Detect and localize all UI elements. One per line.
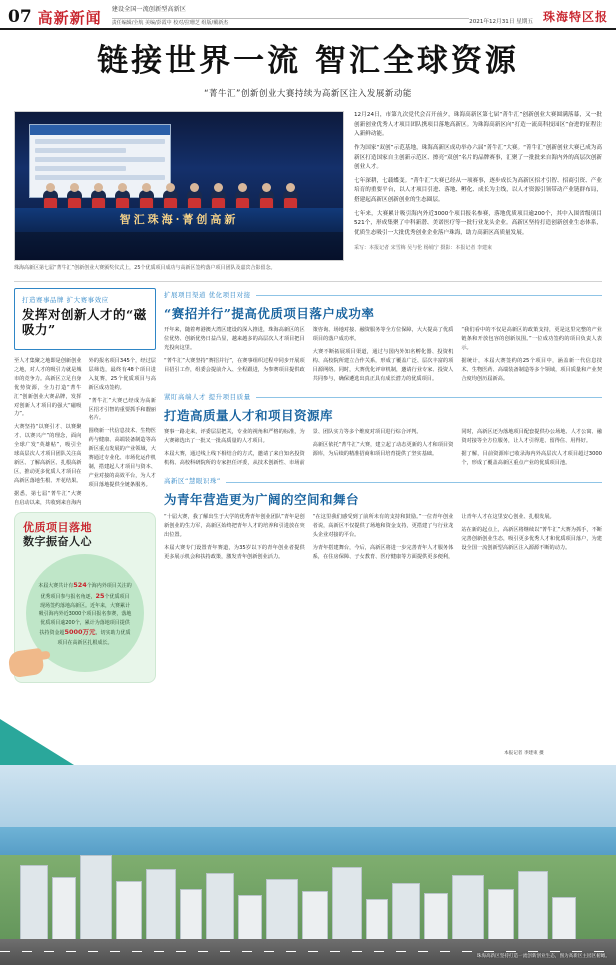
road: [0, 939, 616, 965]
paragraph: “十届大赛，我了解出生于大学的优秀青年创业团队”青年是创新创业的生力军，高新区始终把青年人才的培养和引进放在突出位置。: [164, 513, 305, 538]
highlight-panel: [14, 512, 156, 684]
sky: [0, 765, 616, 835]
lead-paragraph: 七年来，大赛累计吸引海内外近3000个项目报名参赛，落地优质项目逾200个，其中入围省级项目521个，形成集聚了中科新潜、美诺医疗等一批行业龙头企业。高新区坚持打造创新创业生态体系，优质生态吸引一大批优秀创业企业落户珠海，助力高新区高质量发展。: [354, 210, 602, 236]
bottom-photo-note: 本报记者 李建束 摄: [504, 750, 544, 756]
rule: [256, 295, 602, 296]
story-1-kicker: 打造赛事品牌 扩大赛事效应: [22, 295, 109, 304]
page-title: 链接世界一流 智汇全球资源: [97, 43, 519, 79]
paragraph: 据统计，本届大赛签约的25个项目中，涵盖新一代信息技术、生物医药、高端装备制造等多个领域，项目质量和产业契合度均创历届新高。: [461, 358, 602, 382]
highlight-number-2: 25: [95, 591, 105, 600]
masthead-middle: [112, 6, 469, 26]
story-4: [164, 474, 602, 561]
highlight-text-pre: 本届大赛共计有: [38, 582, 74, 589]
story-1: [14, 288, 156, 350]
story-1-title: 发挥对创新人才的“磁吸力”: [22, 306, 147, 338]
paragraph: 大赛不断拓展项目渠道，通过与国内外知名孵化器、投资机构、高校院所建立合作关系，形成了覆盖广泛、层次丰富的项目源网络。同时，大赛优化评审机制，邀请行业专家、投资人共同参与，确保遴选出真正具有成长潜力的优质项目。: [312, 349, 454, 382]
left-column: [14, 288, 156, 684]
story-3-kicker-line: [164, 392, 602, 404]
story-2: [164, 288, 602, 384]
story-4-kicker-line: [164, 476, 602, 488]
story-4-kicker: 高新区“慧眼识珠”: [164, 477, 221, 486]
lead-credit: 采写：本报记者 宋雪梅 吴与伦 杨埔宁 摄影：本报记者 李建束: [354, 245, 492, 252]
paragraph: “我们看中的不仅是高新区的政策支持，更是这里完整的产业链条和开放包容的创新氛围。”一位成功签约的项目负责人表示。: [461, 327, 602, 352]
paper-logo: 珠海特区报: [542, 10, 608, 24]
highlight-text-mid: 个海内外项目关注的优秀项目参与报名角逐，: [40, 582, 132, 600]
paragraph: 大赛坚持“以赛引才、以赛聚才、以赛兴产”的理念，面向全球广发“英雄帖”，吸引全球高层次人才项目团队关注高新区、了解高新区、扎根高新区，推动更多优质人才项目在高新区落地生根、开花结果。: [14, 424, 82, 485]
paragraph: 据了解，目前资源库已收录海内外高层次人才项目超过3000个，形成了覆盖高新区重点产业的优质项目池。: [461, 451, 602, 467]
lead-paragraph: 作为国家“双创”示范基地，珠海高新区成功举办六届“菁牛汇”大赛。“菁牛汇”创新创业大赛已成为高新区打造国家自主创新示范区、擦亮“双创”名片的品牌赛事，汇聚了一批批来自海内外的高层次创新创业人才。: [354, 144, 602, 171]
lead-paragraph: 七年深耕，七载蝶变。“菁牛汇”大赛已经从一项赛事，逐步成长为高新区招才引智、招商引资、产业培育的重要平台，以人才项目引进、落地、孵化、成长为主线，以人才资源引领带动产业链群布局，搭建起高新区创新创业的生态圈层。: [354, 177, 602, 203]
paragraph: 本届大赛，通过线上线下相结合的方式，邀请了来自知名投资机构、高校科研院所的专家担任评委，从技术创新性、市场前景、团队实力等多个维度对项目进行综合评判。: [164, 429, 422, 467]
paragraph: 为青年搭建舞台，今后，高新区将进一步完善青年人才服务体系，在住房保障、子女教育、医疗健康等方面提供更多便利，让青年人才在这里安心创业、扎根发展。: [312, 513, 555, 560]
paragraph: 至人才集聚之地即是创新创业之地，对人才的吸引力就是城市的竞争力。高新区立足自身优势资源，全力打造“菁牛汇”创新创业大赛品牌，发挥对创新人才项目的强大“磁吸力”。: [14, 357, 82, 418]
rule: [256, 397, 602, 398]
paragraph: 赛事一路走来，评委层层把关，专业的视角和严格的标准，为大赛筛选出了一批又一批高质量的人才项目。: [164, 429, 305, 445]
story-3-title: 打造高质量人才和项目资源库: [164, 407, 334, 423]
paragraph: “在这里我们感受到了前所未有的支持和鼓励。”一位青年创业者说，高新区不仅提供了场地和资金支持，更搭建了与行业龙头企业对接的平台。: [312, 513, 454, 538]
lead-text-column: [344, 111, 602, 273]
bottom-photo-caption: 珠海高新区坚持打造一流创新创业生态，图为高新区主园区俯瞰。: [476, 954, 610, 960]
paragraph: 开年来，随着粤港澳大湾区建设的深入推进，珠海高新区的区位优势、创新优势日益凸显，越来越多的高层次人才项目把目光投向这里。: [164, 327, 305, 352]
rule: [226, 482, 602, 483]
story-2-body: [164, 326, 602, 384]
story-3-kicker: 紧盯高端人才 提升项目质量: [164, 392, 251, 401]
highlight-number-3: 5000万元: [64, 628, 96, 637]
section-name: 高新新闻: [37, 9, 102, 27]
lead-photo: [14, 111, 344, 261]
stage-banner-text: 智汇珠海·菁创高新: [119, 213, 239, 227]
lead-paragraph: 12月24日，市第九次党代会召开前夕，珠海高新区第七届“菁牛汇”创新创业大赛圆满落幕，又一批创新创业优秀人才项目团队携项目落地高新区。为珠海高新区向“打造一流高科技园区”奋进的征程注入新鲜动能。: [354, 112, 602, 138]
highlight-text-end: ，切实助力优质项目在高新区扎根成长。: [57, 630, 131, 646]
page-number: 07: [8, 7, 32, 27]
paragraph: 本届大赛专门设置青年赛道，为35岁以下的青年创业者提供更多展示机会和扶持政策，激发青年创新创业活力。: [164, 544, 305, 560]
body-columns: [0, 282, 616, 684]
pointing-hand-icon: [7, 648, 44, 678]
page-subtitle: “菁牛汇”创新创业大赛持续为高新区注入发展新动能: [204, 89, 412, 100]
masthead: [0, 0, 616, 30]
story-4-title: 为青年营造更为广阔的空间和舞台: [164, 492, 360, 508]
highlight-title-red: 优质项目落地: [23, 520, 92, 534]
paragraph: 高新区依托“菁牛汇”大赛，建立起了动态更新的人才和项目资源库，为后续的精准招商和项目培育提供了坚实基础。: [312, 442, 454, 458]
story-3-body: [164, 428, 602, 468]
publication-date: 2021年12月31日 星期五: [469, 19, 533, 25]
story-4-body: [164, 513, 602, 562]
paragraph: 同时，高新区还为落地项目配套提供办公场地、人才公寓、融资对接等全方位服务，让人才引得进、留得住、用得好。: [461, 429, 602, 445]
highlight-title-black: 数字振奋人心: [23, 535, 92, 549]
highlight-number-1: 524: [73, 580, 87, 589]
highlight-text-after: 个优质项目现场签约落地高新区。近年来，大赛累计吸引海内外近3000个项目报名参赛，落地优质项目逾200个，累计为落地项目提供扶持资金超: [38, 593, 132, 637]
story-3: [164, 390, 602, 468]
paragraph: “菁牛汇”大赛坚持“赛招并行”，在赛事组织过程中同步开展项目招引工作，组委会提前介入、全程跟进，为参赛项目提供政策咨询、场地对接、融资服务等全方位保障，大大提高了优质项目的落户成功率。: [164, 327, 454, 373]
decorative-wedge: [0, 719, 74, 765]
story-2-kicker: 扩展项目渠道 优化项目对接: [164, 290, 251, 299]
lead-photo-column: [14, 111, 344, 273]
paragraph: 围绕新一代信息技术、生物医药与健康、高端装备制造等高新区重点发展的产业领域，大赛通过专业化、市场化运作机制，搭建起人才项目与资本、产业对接的高效平台，为人才项目落地提供全链条服务。: [88, 428, 156, 489]
paragraph: 据悉，第七届“菁牛汇”大赛自启动以来，共收到来自海内外的报名项目345个，经过层层筛选，最终有48个项目进入复赛，25个优质项目与高新区成功签约。: [14, 357, 156, 506]
story-2-kicker-line: [164, 290, 602, 302]
story-1-body: [14, 357, 156, 508]
paragraph: “菁牛汇”大赛已经成为高新区招才引智的重要抓手和靓丽名片。: [88, 397, 156, 422]
headline-block: [0, 30, 616, 103]
right-columns: [164, 288, 602, 684]
masthead-slogan: 建设全国一流创新型高新区: [111, 5, 186, 13]
masthead-credits: 责任编辑/全航 美编/彭霞中 校对/拉珊芝 组版/戴新杰: [112, 18, 469, 27]
lead-photo-caption: 珠海高新区第七届“菁牛汇”创新创业大赛颁奖仪式上，25个优质项目成功与高新区签约落户项目团队及嘉宾合影留念。: [14, 265, 276, 272]
bottom-aerial-photo: [0, 765, 616, 965]
paragraph: 站在新的起点上，高新区将继续以“菁牛汇”大赛为抓手，不断完善创新创业生态，吸引更多优秀人才和优质项目落户，为建设全国一流创新型高新区注入源源不断的动力。: [461, 526, 602, 551]
lead-block: [0, 103, 616, 273]
story-2-title: “赛招并行”提高优质项目落户成功率: [164, 305, 375, 321]
